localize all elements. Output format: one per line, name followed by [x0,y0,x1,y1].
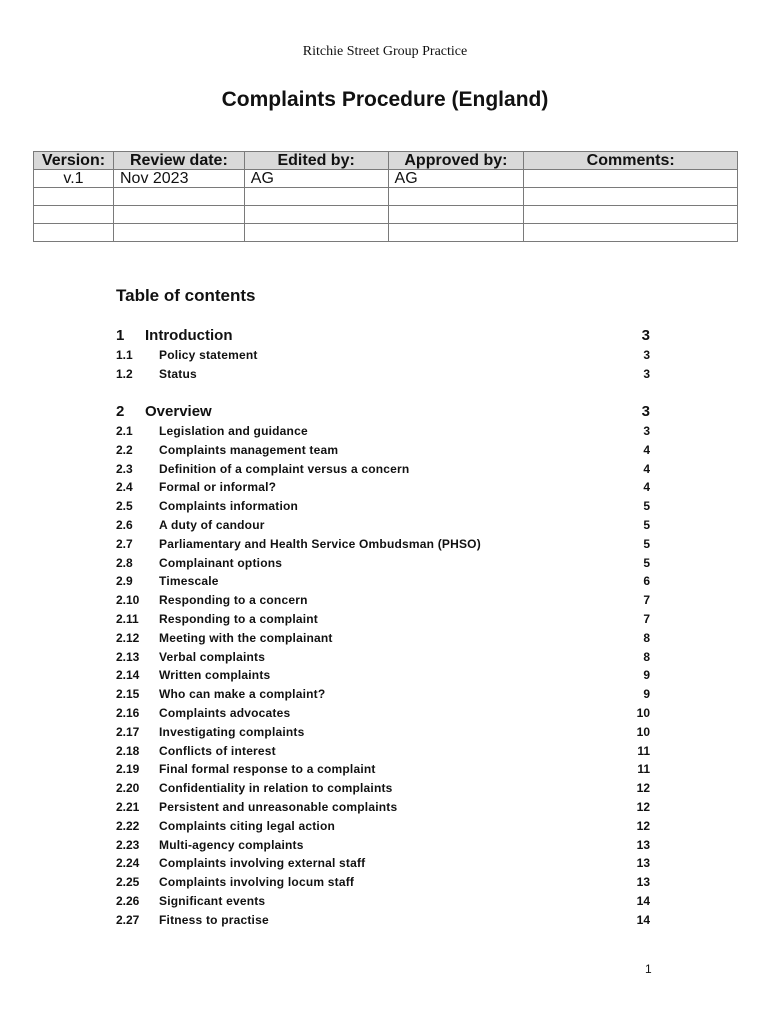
toc-item[interactable] [116,346,650,365]
toc-item[interactable] [116,704,650,723]
version-table-cell [388,206,524,224]
toc-item-num: 2.4 [116,480,133,495]
version-table-header-cell: Edited by: [244,152,388,170]
page-number: 1 [645,962,652,976]
toc-item-num: 2.24 [116,856,140,871]
toc-item[interactable] [116,836,650,855]
toc-item-page: 3 [643,366,650,381]
toc-item-page: 4 [643,461,650,476]
toc-item-num: 2.26 [116,893,140,908]
toc-item[interactable] [116,723,650,742]
version-table-cell [34,188,114,206]
toc-section-introduction [116,326,650,384]
toc-item-page: 3 [643,424,650,438]
toc-item-label: Timescale [159,574,219,589]
toc-item[interactable] [116,892,650,911]
toc-main-entry[interactable] [116,326,650,346]
toc-item[interactable] [116,441,650,460]
toc-item-num: 2.7 [116,536,133,551]
page-header: Ritchie Street Group Practice [302,44,468,59]
toc-item[interactable] [116,497,650,516]
toc-item[interactable] [116,365,650,384]
toc-item-label: A duty of candour [159,517,265,532]
toc-item[interactable] [116,572,650,591]
toc-item-page: 7 [643,593,650,608]
toc-item-page: 5 [643,499,650,514]
version-table-cell [524,188,738,206]
version-table-cell: v.1 [34,170,114,188]
toc-item[interactable] [116,742,650,761]
toc-item-page: 14 [636,893,650,908]
toc-item-page: 4 [643,442,650,457]
version-table-cell [113,206,244,224]
version-table-cell [34,206,114,224]
toc-item-label: Responding to a complaint [159,611,319,626]
toc-item[interactable] [116,666,650,685]
toc-section-overview [116,402,650,930]
version-table-cell [388,188,524,206]
version-table-cell: AG [244,170,388,188]
version-table-header-cell: Approved by: [388,152,524,170]
toc-item-page: 12 [636,818,650,833]
toc-item-page: 5 [643,536,650,551]
toc-item[interactable] [116,422,650,441]
toc-item-page: 13 [636,875,650,890]
toc-item-page: 7 [643,611,650,626]
toc-item[interactable] [116,610,650,629]
toc-item-num: 2.22 [116,818,140,833]
version-table-cell [524,224,738,242]
toc-item-page: 6 [643,574,650,589]
toc-item-num: 2.10 [116,593,140,608]
toc-main-label: Introduction [145,327,233,344]
document-title: Complaints Procedure (England) [221,88,549,111]
toc-item[interactable] [116,516,650,535]
version-table-cell [524,170,738,188]
toc-item-num: 2.16 [116,705,140,720]
version-table-header-cell: Review date: [113,152,244,170]
version-table-row [34,224,738,242]
version-table-cell [524,206,738,224]
toc-main-num: 1 [116,327,125,344]
version-table-header-cell: Version: [34,152,114,170]
toc-item-label: Responding to a concern [159,593,308,608]
toc-item-label: Parliamentary and Health Service Ombudsman (PHSO) [159,536,481,551]
toc-item-page: 5 [643,517,650,532]
toc-item-label: Conflicts of interest [159,743,276,758]
toc-item[interactable] [116,817,650,836]
version-table-header-cell: Comments: [524,152,738,170]
toc-item[interactable] [116,798,650,817]
toc-item-num: 2.21 [116,799,140,814]
toc-item-label: Complaints information [159,499,299,514]
toc-item-label: Who can make a complaint? [159,687,326,702]
toc-item[interactable] [116,685,650,704]
toc-item-num: 2.6 [116,517,133,532]
toc-main-entry[interactable] [116,402,650,422]
toc-item-label: Final formal response to a complaint [159,762,376,777]
version-table-row [34,206,738,224]
toc-item[interactable] [116,535,650,554]
toc-item-num: 2.8 [116,555,133,570]
version-table-cell [388,224,524,242]
toc-main-num: 2 [116,403,125,420]
toc-item[interactable] [116,591,650,610]
version-table-cell: AG [388,170,524,188]
toc-item-page: 13 [636,856,650,871]
toc-item-label: Status [159,366,197,381]
toc-item-num: 2.13 [116,649,140,664]
toc-item-num: 2.11 [116,611,139,626]
toc-item-num: 2.23 [116,837,140,852]
version-table-cell [113,188,244,206]
toc-item-num: 2.5 [116,499,133,514]
toc-item-num: 2.2 [116,442,133,457]
toc-item-label: Fitness to practise [159,912,269,927]
toc-item-label: Confidentiality in relation to complaints [159,781,393,796]
version-table-cell [34,224,114,242]
toc-item-label: Complaints advocates [159,705,291,720]
toc-item-num: 2.19 [116,762,140,777]
version-table-cell [113,224,244,242]
toc-item[interactable] [116,460,650,479]
toc-item-label: Complaints involving locum staff [159,875,355,890]
toc-item[interactable] [116,760,650,779]
toc-item[interactable] [116,873,650,892]
toc-item-page: 14 [636,912,650,927]
toc-main-page: 3 [641,327,650,344]
toc-item-num: 2.18 [116,743,140,758]
toc-item-page: 12 [636,781,650,796]
toc-item-label: Policy statement [159,348,258,362]
version-table-cell [244,206,388,224]
version-table-row [34,188,738,206]
toc-item-page: 11 [637,762,650,777]
toc-item-num: 2.9 [116,574,133,589]
toc-item-num: 2.15 [116,687,140,702]
toc-item-label: Complaints management team [159,442,339,457]
toc-item-label: Complainant options [159,555,283,570]
toc-item[interactable] [116,629,650,648]
toc-item-page: 4 [643,480,650,495]
toc-item-num: 2.25 [116,875,140,890]
toc-item-label: Persistent and unreasonable complaints [159,799,398,814]
toc-main-label: Overview [145,403,212,420]
toc-item-num: 2.14 [116,668,140,683]
toc-item-label: Legislation and guidance [159,424,308,438]
toc-item-label: Investigating complaints [159,724,305,739]
toc-item-label: Formal or informal? [159,480,277,495]
toc-item-page: 10 [636,705,650,720]
toc-item-num: 2.17 [116,724,140,739]
toc-item[interactable] [116,478,650,497]
toc-item-page: 3 [643,348,650,362]
toc-item-label: Complaints involving external staff [159,856,366,871]
toc-item[interactable] [116,854,650,873]
version-table-cell [244,224,388,242]
toc-item[interactable] [116,648,650,667]
toc-title: Table of contents [116,286,256,305]
version-table-cell [244,188,388,206]
toc-item-page: 12 [636,799,650,814]
toc-item-num: 1.1 [116,348,133,362]
toc-item-page: 13 [636,837,650,852]
toc-item-page: 5 [643,555,650,570]
toc-item-page: 9 [643,687,650,702]
toc-item-label: Verbal complaints [159,649,266,664]
toc-item-label: Written complaints [159,668,271,683]
toc-item-page: 8 [643,630,650,645]
toc-item-label: Multi-agency complaints [159,837,304,852]
toc-item-page: 10 [636,724,650,739]
toc-item[interactable] [116,911,650,930]
toc-item-num: 2.27 [116,912,140,927]
toc-item-num: 2.1 [116,424,133,438]
toc-item-num: 2.20 [116,781,140,796]
toc-item-page: 8 [643,649,650,664]
toc-item-label: Significant events [159,893,266,908]
toc-item-label: Complaints citing legal action [159,818,336,833]
toc-item-num: 2.12 [116,630,140,645]
toc-item-label: Definition of a complaint versus a concern [159,461,410,476]
toc-main-page: 3 [641,403,650,420]
version-table-header [34,152,738,170]
toc-item-label: Meeting with the complainant [159,630,333,645]
version-table [33,151,738,242]
version-table-row [34,170,738,188]
toc-item[interactable] [116,779,650,798]
toc-item-num: 1.2 [116,366,133,381]
toc-item[interactable] [116,554,650,573]
toc-item-num: 2.3 [116,461,133,476]
toc-item-page: 11 [637,743,650,758]
version-table-cell: Nov 2023 [113,170,244,188]
toc-item-page: 9 [643,668,650,683]
